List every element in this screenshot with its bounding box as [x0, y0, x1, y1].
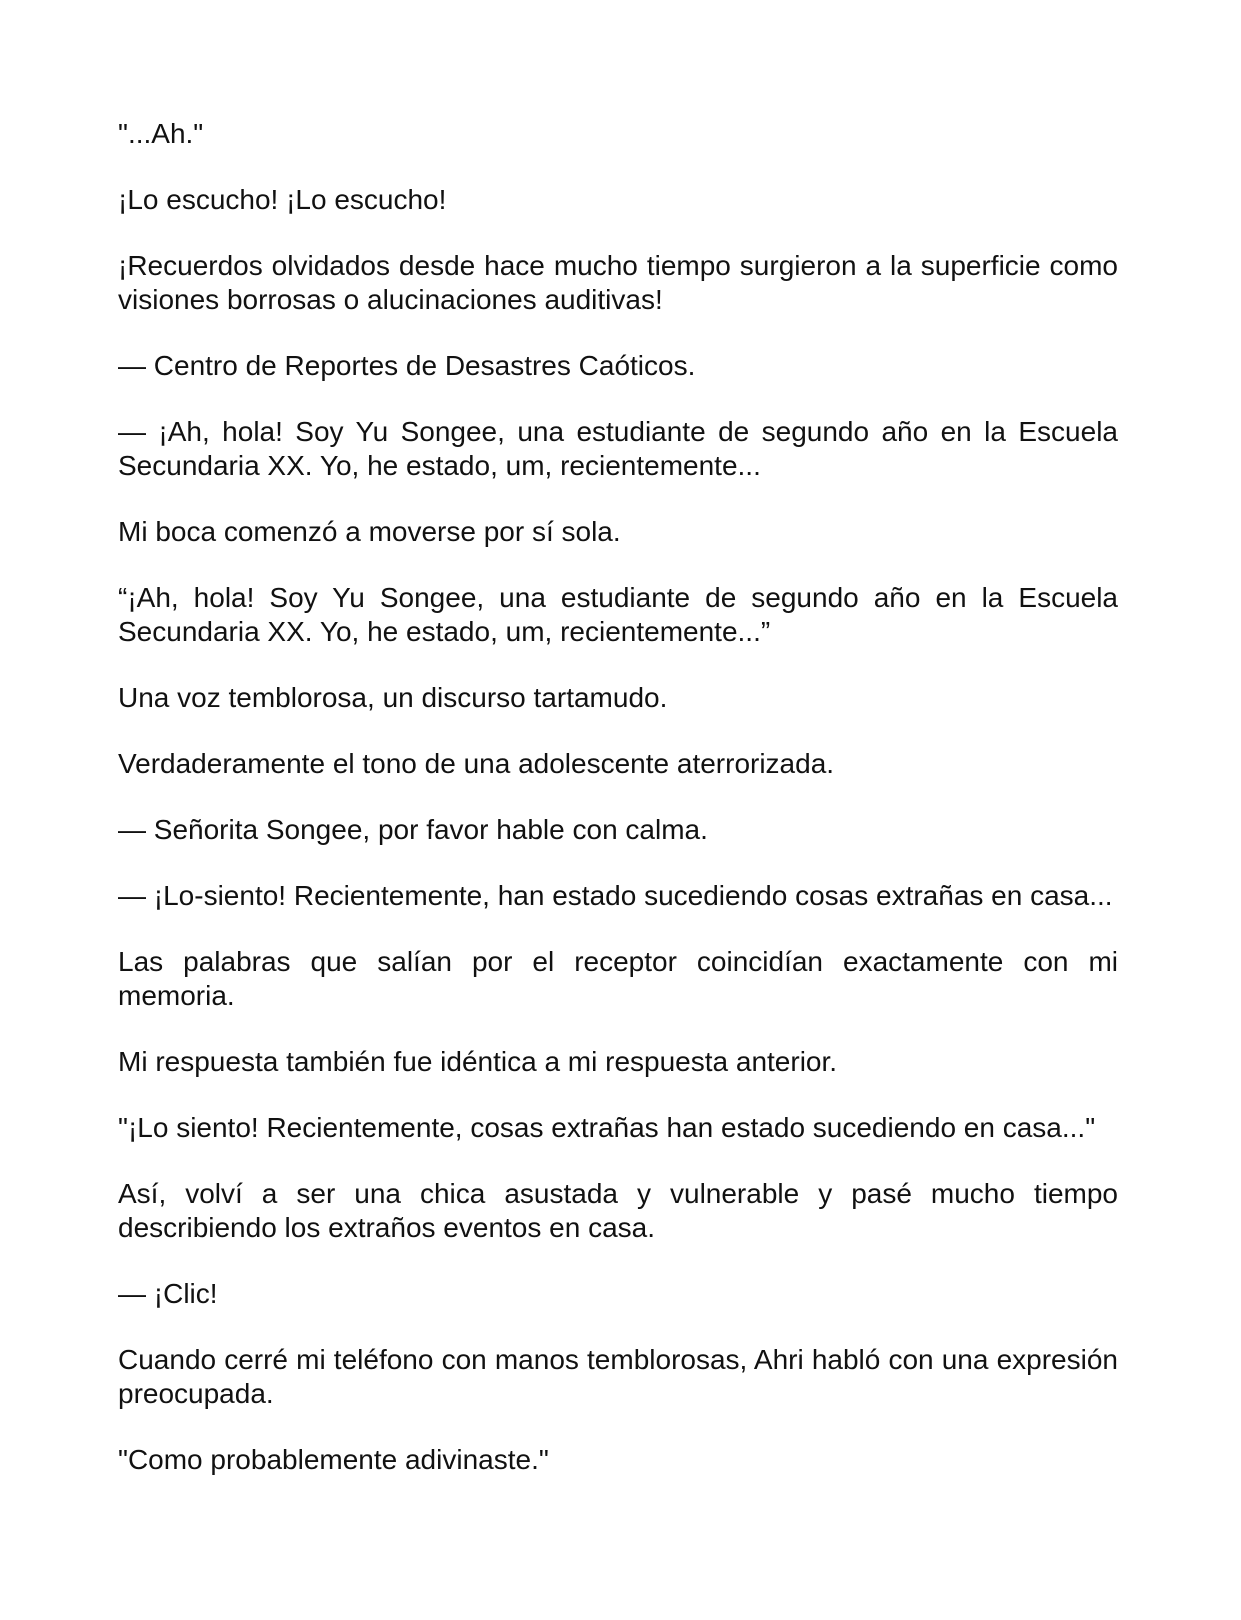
paragraph: — Señorita Songee, por favor hable con calma.: [118, 814, 708, 845]
paragraph: — ¡Ah, hola! Soy Yu Songee, una estudiante de segundo año en la Escuela Secundaria XX. Yo, he estado, um, recientemente...: [118, 416, 1118, 481]
paragraph: “¡Ah, hola! Soy Yu Songee, una estudiante de segundo año en la Escuela Secundaria XX. Yo, he estado, um, recientemente...”: [118, 582, 1118, 647]
paragraph: Mi respuesta también fue idéntica a mi respuesta anterior.: [118, 1046, 838, 1077]
paragraph: "Como probablemente adivinaste.": [118, 1444, 549, 1475]
paragraph: Mi boca comenzó a moverse por sí sola.: [118, 516, 621, 547]
paragraph: — Centro de Reportes de Desastres Caóticos.: [118, 350, 696, 381]
paragraph: Así, volví a ser una chica asustada y vulnerable y pasé mucho tiempo describiendo los extraños eventos en casa.: [118, 1178, 1118, 1243]
paragraph: ¡Lo escucho! ¡Lo escucho!: [118, 184, 447, 215]
document-body: [118, 117, 1118, 1509]
paragraph: — ¡Clic!: [118, 1278, 218, 1309]
paragraph: Verdaderamente el tono de una adolescente aterrorizada.: [118, 748, 835, 779]
paragraph: Las palabras que salían por el receptor coincidían exactamente con mi memoria.: [118, 946, 1118, 1011]
paragraph: "¡Lo siento! Recientemente, cosas extrañas han estado sucediendo en casa...": [118, 1112, 1096, 1143]
paragraph: "...Ah.": [118, 118, 204, 149]
paragraph: Una voz temblorosa, un discurso tartamudo.: [118, 682, 668, 713]
paragraph: — ¡Lo-siento! Recientemente, han estado sucediendo cosas extrañas en casa...: [118, 880, 1113, 911]
paragraph: Cuando cerré mi teléfono con manos temblorosas, Ahri habló con una expresión preocupada.: [118, 1344, 1118, 1409]
paragraph: ¡Recuerdos olvidados desde hace mucho tiempo surgieron a la superficie como visiones borrosas o alucinaciones auditivas!: [118, 250, 1118, 315]
